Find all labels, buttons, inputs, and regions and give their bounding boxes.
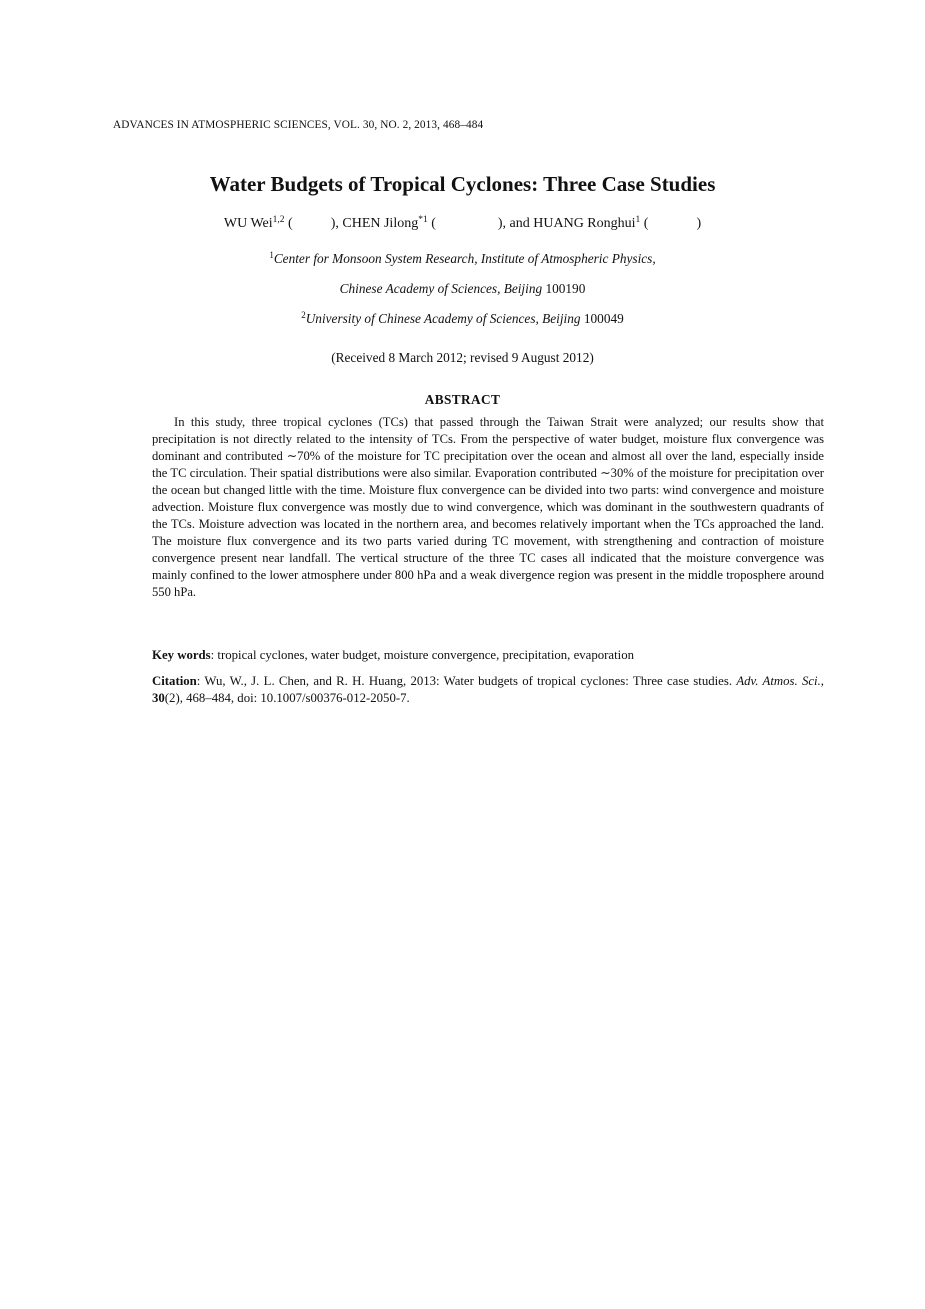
received-dates: (Received 8 March 2012; revised 9 August 2012) [331,350,594,365]
keywords [152,647,824,664]
author-3-affiliation-mark: 1 [635,215,641,225]
citation-journal: Adv. Atmos. Sci. [736,674,821,688]
keywords-text: : tropical cyclones, water budget, moisture convergence, precipitation, evaporation [210,648,634,662]
affiliation-1-academy: Chinese Academy of Sciences, Beijing [339,281,543,296]
author-2-open-paren: ( [427,216,436,231]
paper-title: Water Budgets of Tropical Cyclones: Three Case Studies [209,172,716,196]
affiliation-2-postcode: 100049 [580,311,624,326]
affiliation-2-university: University of Chinese Academy of Sciences, Beijing [305,311,581,326]
citation-text: : Wu, W., J. L. Chen, and R. H. Huang, 2013: Water budgets of tropical cyclones: Three case studies. [196,674,737,688]
citation-volume: 30 [152,691,165,705]
author-1-name: WU Wei [223,216,273,231]
affiliation-2 [0,311,925,327]
author-3-open-paren: ( [640,216,649,231]
author-2-affiliation-mark: *1 [418,215,428,225]
affiliation-1-line-2 [0,281,925,297]
citation-pages-doi: (2), 468–484, doi: 10.1007/s00376-012-2050-7. [164,691,410,705]
keywords-label: Key words [152,648,211,662]
affiliation-1-institute: Center for Monsoon System Research, Institute of Atmospheric Physics, [273,251,656,266]
citation-separator: , [820,674,824,688]
affiliation-2-mark: 2 [301,310,306,320]
author-1-affiliation-mark: 1,2 [272,215,285,225]
citation [152,673,824,707]
author-line [0,216,925,232]
author-3-close-paren: ) [696,216,702,231]
affiliation-1-postcode: 100190 [542,281,586,296]
affiliation-1-line-1 [0,251,925,267]
running-head: ADVANCES IN ATMOSPHERIC SCIENCES, VOL. 30, NO. 2, 2013, 468–484 [113,119,484,131]
author-2-name: ), CHEN Jilong [330,216,419,231]
author-3-name: ), and HUANG Ronghui [497,216,636,231]
abstract-heading: ABSTRACT [424,392,501,407]
abstract-body: In this study, three tropical cyclones (TCs) that passed through the Taiwan Strait were analyzed; our results show that precipitation is not directly related to the intensity of TCs. From the perspective of water budget, moisture flux convergence was dominant and contributed ∼70% of the moisture for TC precipitation over the ocean and almost all over the land, especially inside the TC circulation. Their spatial distributions were also similar. Evaporation contributed ∼30% of the moisture for precipitation over the ocean but changed little with the time. Moisture flux convergence can be divided into two parts: wind convergence and moisture advection. Moisture flux convergence was mostly due to wind convergence, which was dominant in the southwestern quadrants of the TCs. Moisture advection was located in the northern area, and becomes relatively important when the TCs approached the land. The moisture flux convergence and its two parts varied during TC movement, with strengthening and contraction of moisture convergence present near landfall. The vertical structure of the three TC cases all indicated that the moisture convergence was mainly confined to the lower atmosphere under 800 hPa and a weak divergence region was present in the middle troposphere around 550 hPa. [152,415,824,599]
author-1-open-paren: ( [284,216,293,231]
affiliation-1-mark: 1 [269,250,274,260]
citation-label: Citation [152,674,197,688]
